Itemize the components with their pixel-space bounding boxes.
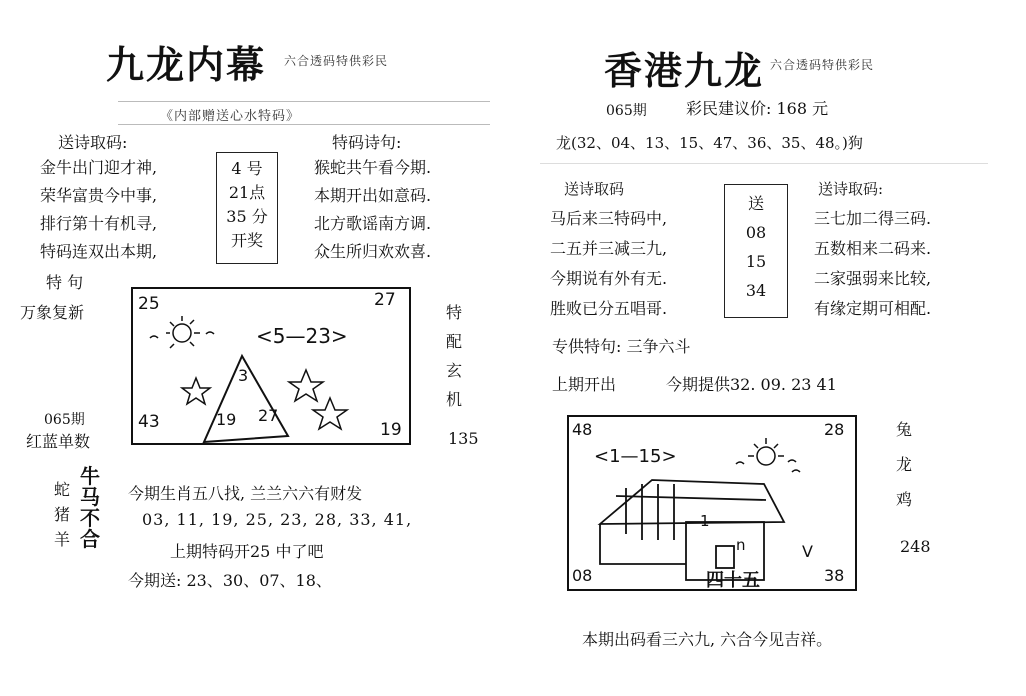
wan-xiang-label: 万象复新 bbox=[20, 303, 85, 322]
right-title: 香港九龙 bbox=[604, 48, 765, 93]
special-poem-line: 本期开出如意码. bbox=[314, 186, 432, 205]
sun-icon bbox=[736, 438, 800, 472]
draw-time-line: 开奖 bbox=[230, 231, 263, 250]
zodiac-mid-char: 不 bbox=[80, 506, 100, 530]
sun-icon bbox=[150, 316, 214, 348]
drawing-corner-tl: 48 bbox=[572, 420, 593, 439]
right-drawing bbox=[566, 414, 862, 594]
star-icon bbox=[289, 370, 323, 401]
special-poem bbox=[314, 154, 431, 266]
zodiac-char: 猪 bbox=[54, 505, 71, 524]
triangle-top-number: 3 bbox=[238, 366, 249, 385]
find-zodiac-text: 今期生肖五八找, 兰兰六六有财发 bbox=[128, 484, 363, 503]
te-pei-char: 玄 bbox=[446, 361, 463, 380]
last-hit-text: 上期特码开25 中了吧 bbox=[170, 542, 324, 561]
te-pei-column bbox=[446, 298, 462, 414]
zodiac-mid-column bbox=[80, 466, 100, 550]
red-blue-label: 红蓝单数 bbox=[26, 432, 91, 451]
drawing-corner-br: 19 bbox=[380, 420, 402, 440]
zodiac-char: 龙 bbox=[896, 455, 913, 474]
right-poem-line: 胜败已分五唱哥. bbox=[550, 299, 668, 318]
zodiac-left-column bbox=[54, 477, 70, 552]
right-poem-line: 五数相来二码来. bbox=[814, 239, 932, 258]
special-poem-line: 北方歌谣南方调. bbox=[314, 214, 432, 233]
right-period: 065期 bbox=[606, 103, 647, 119]
left-divider-sub bbox=[118, 124, 490, 125]
send-poem-line: 排行第十有机寻, bbox=[40, 214, 158, 233]
last-open-label: 上期开出 bbox=[552, 375, 617, 394]
send-poem-heading: 送诗取码: bbox=[58, 133, 128, 152]
zodiac-char: 兔 bbox=[896, 420, 913, 439]
house-bottom-text: 四十五 bbox=[706, 570, 760, 591]
special-poem-heading: 特码诗句: bbox=[332, 133, 402, 152]
send-poem-line: 特码连双出本期, bbox=[40, 242, 158, 261]
left-divider-top bbox=[118, 101, 490, 102]
drawing-corner-bl: 43 bbox=[138, 412, 160, 432]
draw-time-line: 4 号 bbox=[231, 159, 263, 178]
send-box-item: 34 bbox=[745, 281, 767, 300]
drawing-range: <5—23> bbox=[256, 324, 348, 348]
te-pei-char: 机 bbox=[446, 390, 463, 409]
triangle-left-number: 19 bbox=[216, 410, 237, 429]
right-poem-line: 二家强弱来比较, bbox=[814, 269, 932, 288]
left-subtitle: 《内部赠送心水特码》 bbox=[160, 109, 301, 124]
send-box-item: 15 bbox=[745, 252, 767, 271]
house-drawing bbox=[600, 480, 784, 580]
te-pei-char: 配 bbox=[446, 332, 463, 351]
right-poem-right bbox=[814, 204, 931, 324]
house-door-number: 1 bbox=[700, 512, 710, 530]
send-poem bbox=[40, 154, 157, 266]
number-248: 248 bbox=[900, 537, 931, 556]
drawing-corner-tr: 28 bbox=[824, 420, 845, 439]
right-poem-line: 马后来三特码中, bbox=[550, 209, 668, 228]
te-pei-char: 特 bbox=[446, 303, 463, 322]
zodiac-char: 蛇 bbox=[54, 480, 71, 499]
zodiac-mid-char: 马 bbox=[80, 485, 100, 509]
right-poem-line: 二五并三减三九, bbox=[550, 239, 668, 258]
drawing-corner-tl: 25 bbox=[138, 294, 160, 314]
right-title-sub: 六合透码特供彩民 bbox=[770, 58, 875, 72]
te-ju-label: 特 句 bbox=[46, 273, 84, 292]
left-title-sub: 六合透码特供彩民 bbox=[284, 54, 389, 68]
dragon-dog-line: 龙(32、04、13、15、47、36、35、48。)狗 bbox=[556, 134, 863, 152]
right-poem-line: 今期说有外有无. bbox=[550, 269, 668, 288]
star-icon bbox=[182, 378, 210, 404]
right-poem-left bbox=[550, 204, 667, 324]
drawing-corner-tr: 27 bbox=[374, 290, 396, 310]
right-poem-line: 有缘定期可相配. bbox=[814, 299, 932, 318]
right-send-heading-right: 送诗取码: bbox=[818, 180, 884, 198]
right-poem-line: 三七加二得三码. bbox=[814, 209, 932, 228]
numbers-line: 03, 11, 19, 25, 23, 28, 33, 41, bbox=[142, 510, 413, 529]
right-zodiac-column bbox=[896, 412, 912, 517]
right-footer: 本期出码看三六九, 六合今见吉祥。 bbox=[582, 630, 833, 649]
triangle-right-number: 27 bbox=[258, 406, 279, 425]
send-box-item: 08 bbox=[745, 223, 767, 242]
draw-time-box bbox=[216, 152, 278, 264]
price-text: 彩民建议价: 168 元 bbox=[686, 99, 829, 118]
number-135: 135 bbox=[448, 429, 479, 448]
send-box-item: 送 bbox=[747, 194, 764, 213]
send-numbers-line: 今期送: 23、30、07、18、 bbox=[128, 571, 332, 590]
zodiac-char: 羊 bbox=[54, 530, 71, 549]
send-poem-line: 荣华富贵今中事, bbox=[40, 186, 158, 205]
left-drawing bbox=[130, 286, 414, 448]
draw-time-line: 21点 bbox=[228, 183, 266, 202]
drawing-corner-br: 38 bbox=[824, 566, 845, 585]
drawing-range: <1—15> bbox=[594, 446, 677, 467]
left-title: 九龙内幕 bbox=[106, 42, 267, 87]
draw-time-line: 35 分 bbox=[226, 207, 268, 226]
special-line: 专供特句: 三争六斗 bbox=[552, 337, 691, 356]
right-send-heading-left: 送诗取码 bbox=[564, 180, 625, 198]
send-poem-line: 金牛出门迎才神, bbox=[40, 158, 158, 177]
left-period: 065期 bbox=[44, 412, 85, 428]
right-divider bbox=[540, 163, 988, 164]
zodiac-char: 鸡 bbox=[896, 490, 913, 509]
drawing-corner-bl: 08 bbox=[572, 566, 593, 585]
house-window-mark: n bbox=[736, 536, 746, 554]
special-poem-line: 众生所归欢欢喜. bbox=[314, 242, 432, 261]
zodiac-mid-char: 合 bbox=[80, 527, 100, 551]
this-period-numbers: 今期提供32. 09. 23 41 bbox=[666, 375, 837, 394]
special-poem-line: 猴蛇共午看今期. bbox=[314, 158, 432, 177]
drawing-v-mark: V bbox=[802, 542, 813, 561]
zodiac-mid-char: 牛 bbox=[80, 464, 100, 488]
send-numbers-box bbox=[724, 184, 788, 318]
star-icon bbox=[313, 398, 347, 429]
